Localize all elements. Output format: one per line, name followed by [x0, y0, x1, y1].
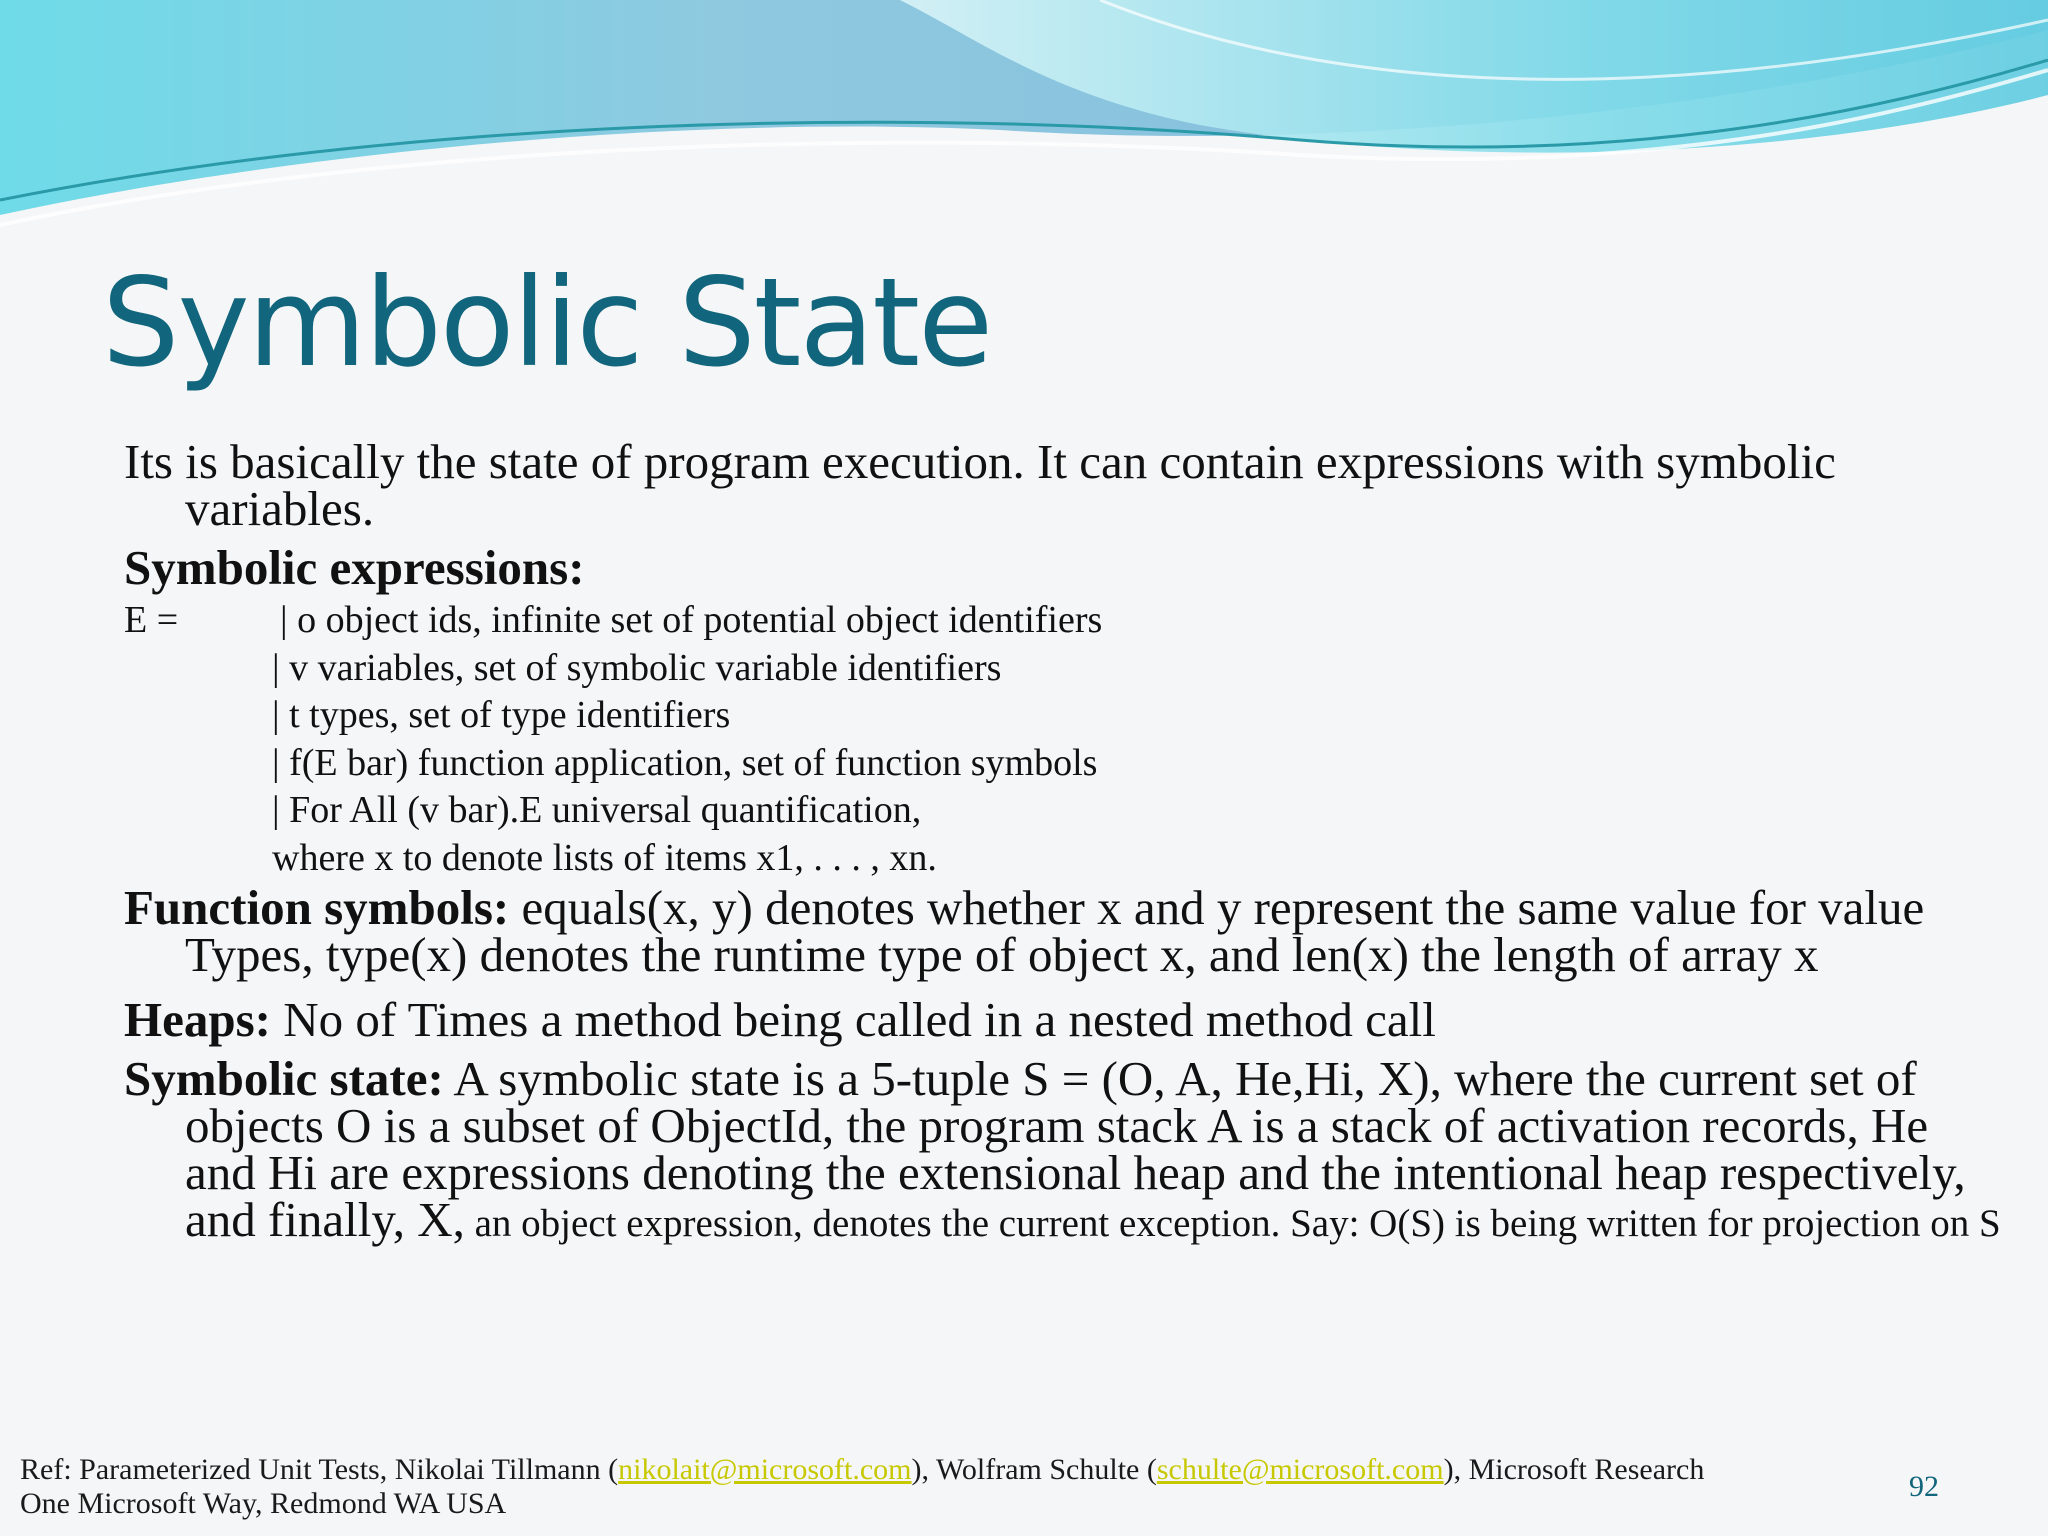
function-symbols-paragraph: [124, 880, 2004, 982]
slide-body: [124, 434, 2004, 1247]
symbolic-state-label: Symbolic state:: [124, 1051, 444, 1106]
symbolic-state-small-text: an object expression, denotes the current exception. Say: O(S) is being written for projection on S: [464, 1202, 2001, 1245]
heaps-paragraph: [124, 992, 2004, 1047]
grammar-rule-function-application: | f(E bar) function application, set of function symbols: [272, 741, 1098, 784]
grammar-rule-universal-quantification: | For All (v bar).E universal quantification,: [272, 789, 922, 831]
page-number: 92: [1909, 1470, 1939, 1503]
symbolic-state-text: A symbolic state is a 5-tuple S = (O, A, He,Hi, X), where the current set of objects O is a subset of ObjectId, the program stack A is a stack of activation records, He and Hi are expressions denoting the extensional heap and the intentional heap respectively, and finally, X,: [185, 1051, 1966, 1247]
slide-title: Symbolic State: [102, 252, 992, 394]
reference-footer: [20, 1453, 1704, 1521]
function-symbols-label: Function symbols:: [124, 880, 510, 935]
grammar-where-line: where x to denote lists of items x1, . . . , xn.: [272, 836, 937, 879]
heaps-text: No of Times a method being called in a nested method call: [271, 992, 1436, 1047]
grammar-rule-types: | t types, set of type identifiers: [272, 694, 731, 736]
email-link-schulte[interactable]: schulte@microsoft.com: [1156, 1453, 1444, 1486]
intro-paragraph: Its is basically the state of program execution. It can contain expressions with symbolic variables.: [124, 434, 1836, 536]
symbolic-state-paragraph: [124, 1051, 2004, 1247]
ref-mid: ), Wolfram Schulte (: [911, 1453, 1157, 1486]
function-symbols-text: equals(x, y) denotes whether x and y represent the same value for value Types, type(x) denotes the runtime type of object x, and len(x) the length of array x: [185, 880, 1925, 982]
symbolic-expressions-heading: [124, 540, 2004, 595]
expression-grammar: [124, 597, 2004, 882]
grammar-rule-variables: | v variables, set of symbolic variable identifiers: [272, 646, 1002, 689]
header-wave-decoration: [0, 0, 2048, 260]
grammar-rule-object-ids: | o object ids, infinite set of potential object identifiers: [280, 599, 1103, 641]
ref-prefix: Ref: Parameterized Unit Tests, Nikolai Tillmann (: [20, 1453, 619, 1486]
reference-line: [20, 1453, 1704, 1487]
ref-suffix: ), Microsoft Research: [1443, 1453, 1705, 1486]
grammar-lhs: E =: [124, 599, 179, 641]
symbolic-expressions-label: Symbolic expressions:: [124, 540, 585, 595]
email-link-tillmann[interactable]: nikolait@microsoft.com: [618, 1453, 912, 1486]
heaps-label: Heaps:: [124, 992, 271, 1047]
reference-address: One Microsoft Way, Redmond WA USA: [20, 1487, 507, 1520]
